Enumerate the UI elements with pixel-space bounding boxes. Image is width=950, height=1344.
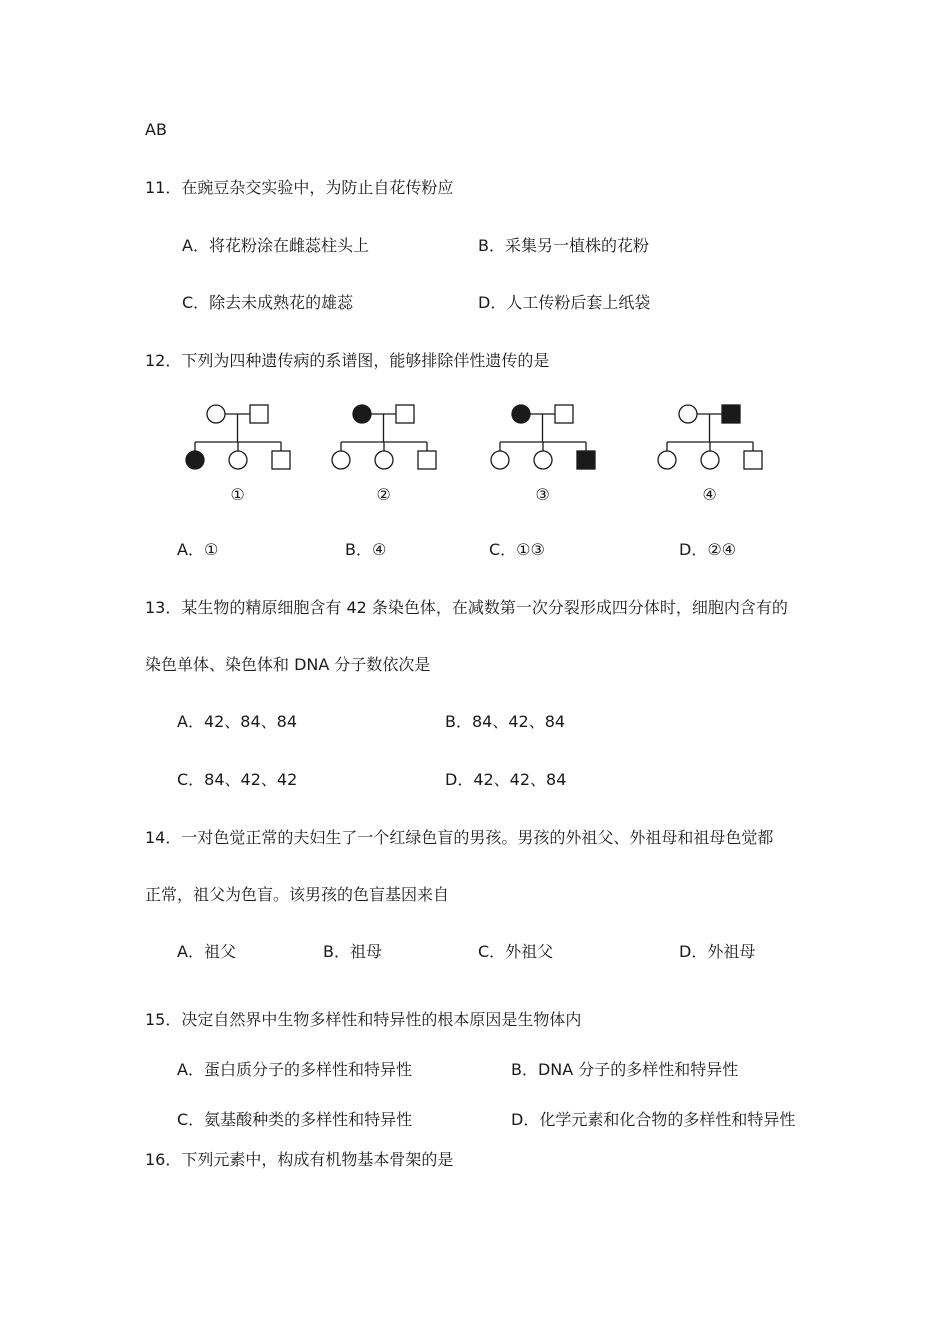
q15-option-c: C．氨基酸种类的多样性和特异性 [177,1110,413,1129]
pedigree-2-child-2 [375,451,393,469]
q12-option-d: D．②④ [679,540,737,559]
pedigree-3-child-1 [491,451,509,469]
pedigree-1-mother [207,405,225,423]
q12-option-c: C．①③ [489,540,545,559]
previous-answer: AB [145,120,167,139]
pedigree-4-child-1 [658,451,676,469]
pedigree-figure [180,398,780,508]
q13-option-b: B．84、42、84 [445,712,566,731]
q13-option-d: D．42、42、84 [445,770,567,789]
pedigree-1-label: ① [230,485,245,504]
q15-stem: 15．决定自然界中生物多样性和特异性的根本原因是生物体内 [145,1010,582,1029]
pedigree-2-child-1 [332,451,350,469]
pedigree-4-child-3 [744,451,762,469]
q14-option-d: D．外祖母 [679,942,756,961]
pedigree-4-father [722,405,740,423]
pedigree-4-label: ④ [702,485,717,504]
pedigree-1-child-2 [229,451,247,469]
q12-option-b: B．④ [345,540,387,559]
q14-stem-line2: 正常，祖父为色盲。该男孩的色盲基因来自 [145,885,450,904]
q14-option-c: C．外祖父 [478,942,554,961]
q13-option-c: C．84、42、42 [177,770,298,789]
q14-option-a: A．祖父 [177,942,236,961]
q11-option-a: A．将花粉涂在雌蕊柱头上 [182,236,369,255]
q15-option-b: B．DNA 分子的多样性和特异性 [511,1060,739,1079]
pedigree-2-mother [353,405,371,423]
q13-stem-line2: 染色单体、染色体和 DNA 分子数依次是 [145,655,431,674]
q16-stem: 16．下列元素中，构成有机物基本骨架的是 [145,1150,454,1169]
pedigree-1-child-3 [272,451,290,469]
q12-option-a: A．① [177,540,219,559]
q14-stem-line1: 14．一对色觉正常的夫妇生了一个红绿色盲的男孩。男孩的外祖父、外祖母和祖母色觉都 [145,828,774,847]
pedigree-3-father [555,405,573,423]
q11-stem: 11．在豌豆杂交实验中，为防止自花传粉应 [145,178,454,197]
pedigree-3-mother [512,405,530,423]
q14-option-b: B．祖母 [323,942,382,961]
pedigree-3-child-2 [534,451,552,469]
pedigree-4-child-2 [701,451,719,469]
pedigree-4-mother [679,405,697,423]
pedigree-1-father [250,405,268,423]
pedigree-2-label: ② [376,485,391,504]
pedigree-2-child-3 [418,451,436,469]
q15-option-d: D．化学元素和化合物的多样性和特异性 [511,1110,796,1129]
q11-option-c: C．除去未成熟花的雄蕊 [182,293,354,312]
q11-option-b: B．采集另一植株的花粉 [478,236,649,255]
pedigree-1-child-1 [186,451,204,469]
pedigree-3-label: ③ [535,485,550,504]
q13-option-a: A．42、84、84 [177,712,298,731]
pedigree-2-father [396,405,414,423]
q11-option-d: D．人工传粉后套上纸袋 [478,293,651,312]
q13-stem-line1: 13．某生物的精原细胞含有 42 条染色体，在减数第一次分裂形成四分体时，细胞内含有的 [145,598,788,617]
q15-option-a: A．蛋白质分子的多样性和特异性 [177,1060,412,1079]
q12-stem: 12．下列为四种遗传病的系谱图，能够排除伴性遗传的是 [145,351,550,370]
pedigree-3-child-3 [577,451,595,469]
